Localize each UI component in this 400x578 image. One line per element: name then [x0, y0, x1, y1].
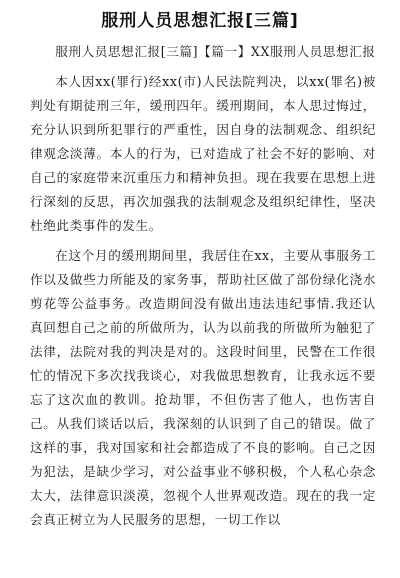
document-subtitle: 服刑人员思想汇报[三篇]【篇一】XX服刑人员思想汇报: [55, 44, 376, 59]
paragraph-2: 在这个月的缓刑期间里，我居住在xx，主要从事服务工作以及做些力所能及的家务事，帮助社区做了部份绿化浇水剪花等公益事务。改造期间没有做出违法违纪事情.我还认真回想自己之前的所做所为，认为以前我的所做所为触犯了法律，法院对我的判决是对的。这段时间里，民警在工作很忙的情况下多次找我谈心，对我做思想教育，让我永远不要忘了这次血的教训。抢劫罪，不但伤害了他人，也伤害自己。从我们谈话以后，我深刻的认识到了自己的错误。做了这样的事，我对国家和社会都造成了不良的影响。自己之因为犯法，是缺少学习，对公益事业不够积极，个人私心杂念太大，法律意识淡漠，忽视个人世界观改造。现在的我一定会真正树立为人民服务的思想，一切工作以: [30, 248, 376, 527]
document-title: 服刑人员思想汇报[三篇]: [101, 11, 299, 31]
document-body: [30, 40, 376, 532]
paragraph-1: 本人因xx(罪行)经xx(市)人民法院判决，以xx(罪名)被判处有期徒刑三年，缓刑四年。缓刑期间，本人思过悔过，充分认识到所犯罪行的严重性，因自身的法制观念、组织纪律观念淡薄。本人的行为，已对造成了社会不好的影响、对自己的家庭带来沉重压力和精神负担。现在我要在思想上进行深刻的反思，再次加强我的法制观念及组织纪律性，坚决杜绝此类事件的发生。: [30, 74, 376, 233]
